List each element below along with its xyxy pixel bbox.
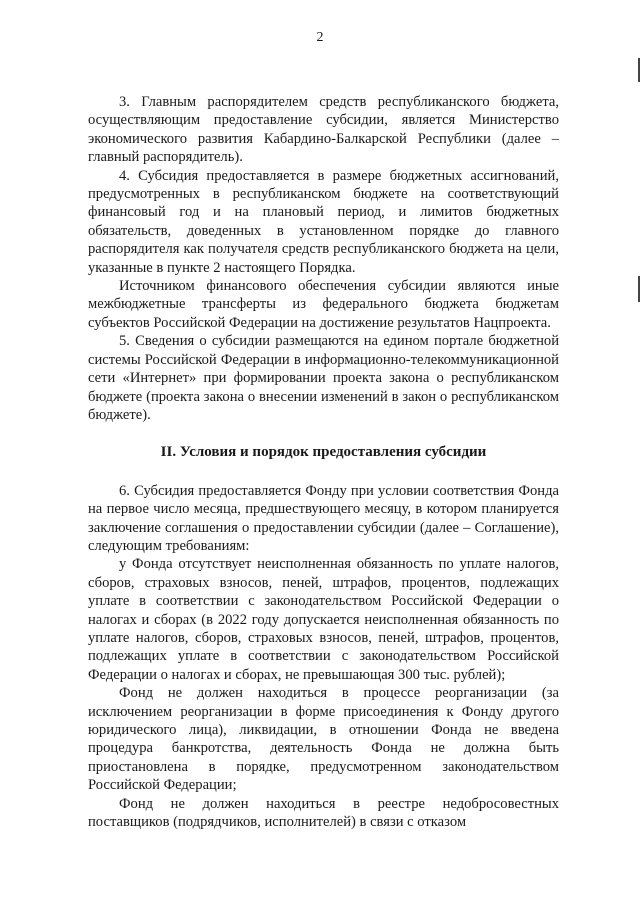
- paragraph-funding-source: Источником финансового обеспечения субсидии являются иные межбюджетные трансферты из федерального бюджета бюджетам субъектов Российской Федерации на достижение результатов Нацпроекта.: [88, 278, 559, 331]
- section-heading: II. Условия и порядок предоставления субсидии: [160, 444, 487, 461]
- page-number: 2: [316, 30, 324, 45]
- paragraph-4-subsidy-amount: 4. Субсидия предоставляется в размере бюджетных ассигнований, предусмотренных в республиканском бюджете на соответствующий финансовый год и на плановый период, и лимитов бюджетных обязательств, доведенных в установленном порядке до главного распорядителя как получателя средств республиканского бюджета на цели, указанные в пункте 2 настоящего Порядка.: [88, 167, 559, 276]
- paragraph-3-chief-administrator: 3. Главным распорядителем средств республиканского бюджета, осуществляющим предоставление субсидии, является Министерство экономического развития Кабардино-Балкарской Республики (далее – главный распорядитель).: [88, 94, 559, 166]
- paragraph-6-conditions: 6. Субсидия предоставляется Фонду при условии соответствия Фонда на первое число месяца, предшествующего месяцу, в котором планируется заключение соглашения о предоставлении субсидии (далее – Соглашение), следующим требованиям:: [88, 482, 559, 554]
- paragraph-5-publication: 5. Сведения о субсидии размещаются на едином портале бюджетной системы Российской Федерации в информационно-телекоммуникационной сети «Интернет» при формировании проекта закона о республиканском бюджете (проекта закона о внесении изменений в закон о республиканском бюджете).: [88, 333, 559, 423]
- paragraph-tax-obligations: у Фонда отсутствует неисполненная обязанность по уплате налогов, сборов, страховых взносов, пеней, штрафов, процентов, подлежащих уплате в соответствии с законодательством Российской Федерации о налогах и сборах (в 2022 году допускается неисполненная обязанность по уплате налогов, сборов, страховых взносов, пеней, штрафов, процентов, подлежащих уплате в соответствии с законодательством Российской Федерации о налогах и сборах, не превышающая 300 тыс. рублей);: [88, 556, 559, 683]
- document-body: [88, 93, 559, 831]
- paragraph-supplier-registry: Фонд не должен находиться в реестре недобросовестных поставщиков (подрядчиков, исполнителей) в связи с отказом: [88, 795, 559, 831]
- paragraph-reorganization: Фонд не должен находиться в процессе реорганизации (за исключением реорганизации в форме присоединения к Фонду другого юридического лица), ликвидации, в отношении Фонда не введена процедура банкротства, деятельность Фонда не должна быть приостановлена в порядке, предусмотренном законодательством Российской Федерации;: [88, 685, 559, 794]
